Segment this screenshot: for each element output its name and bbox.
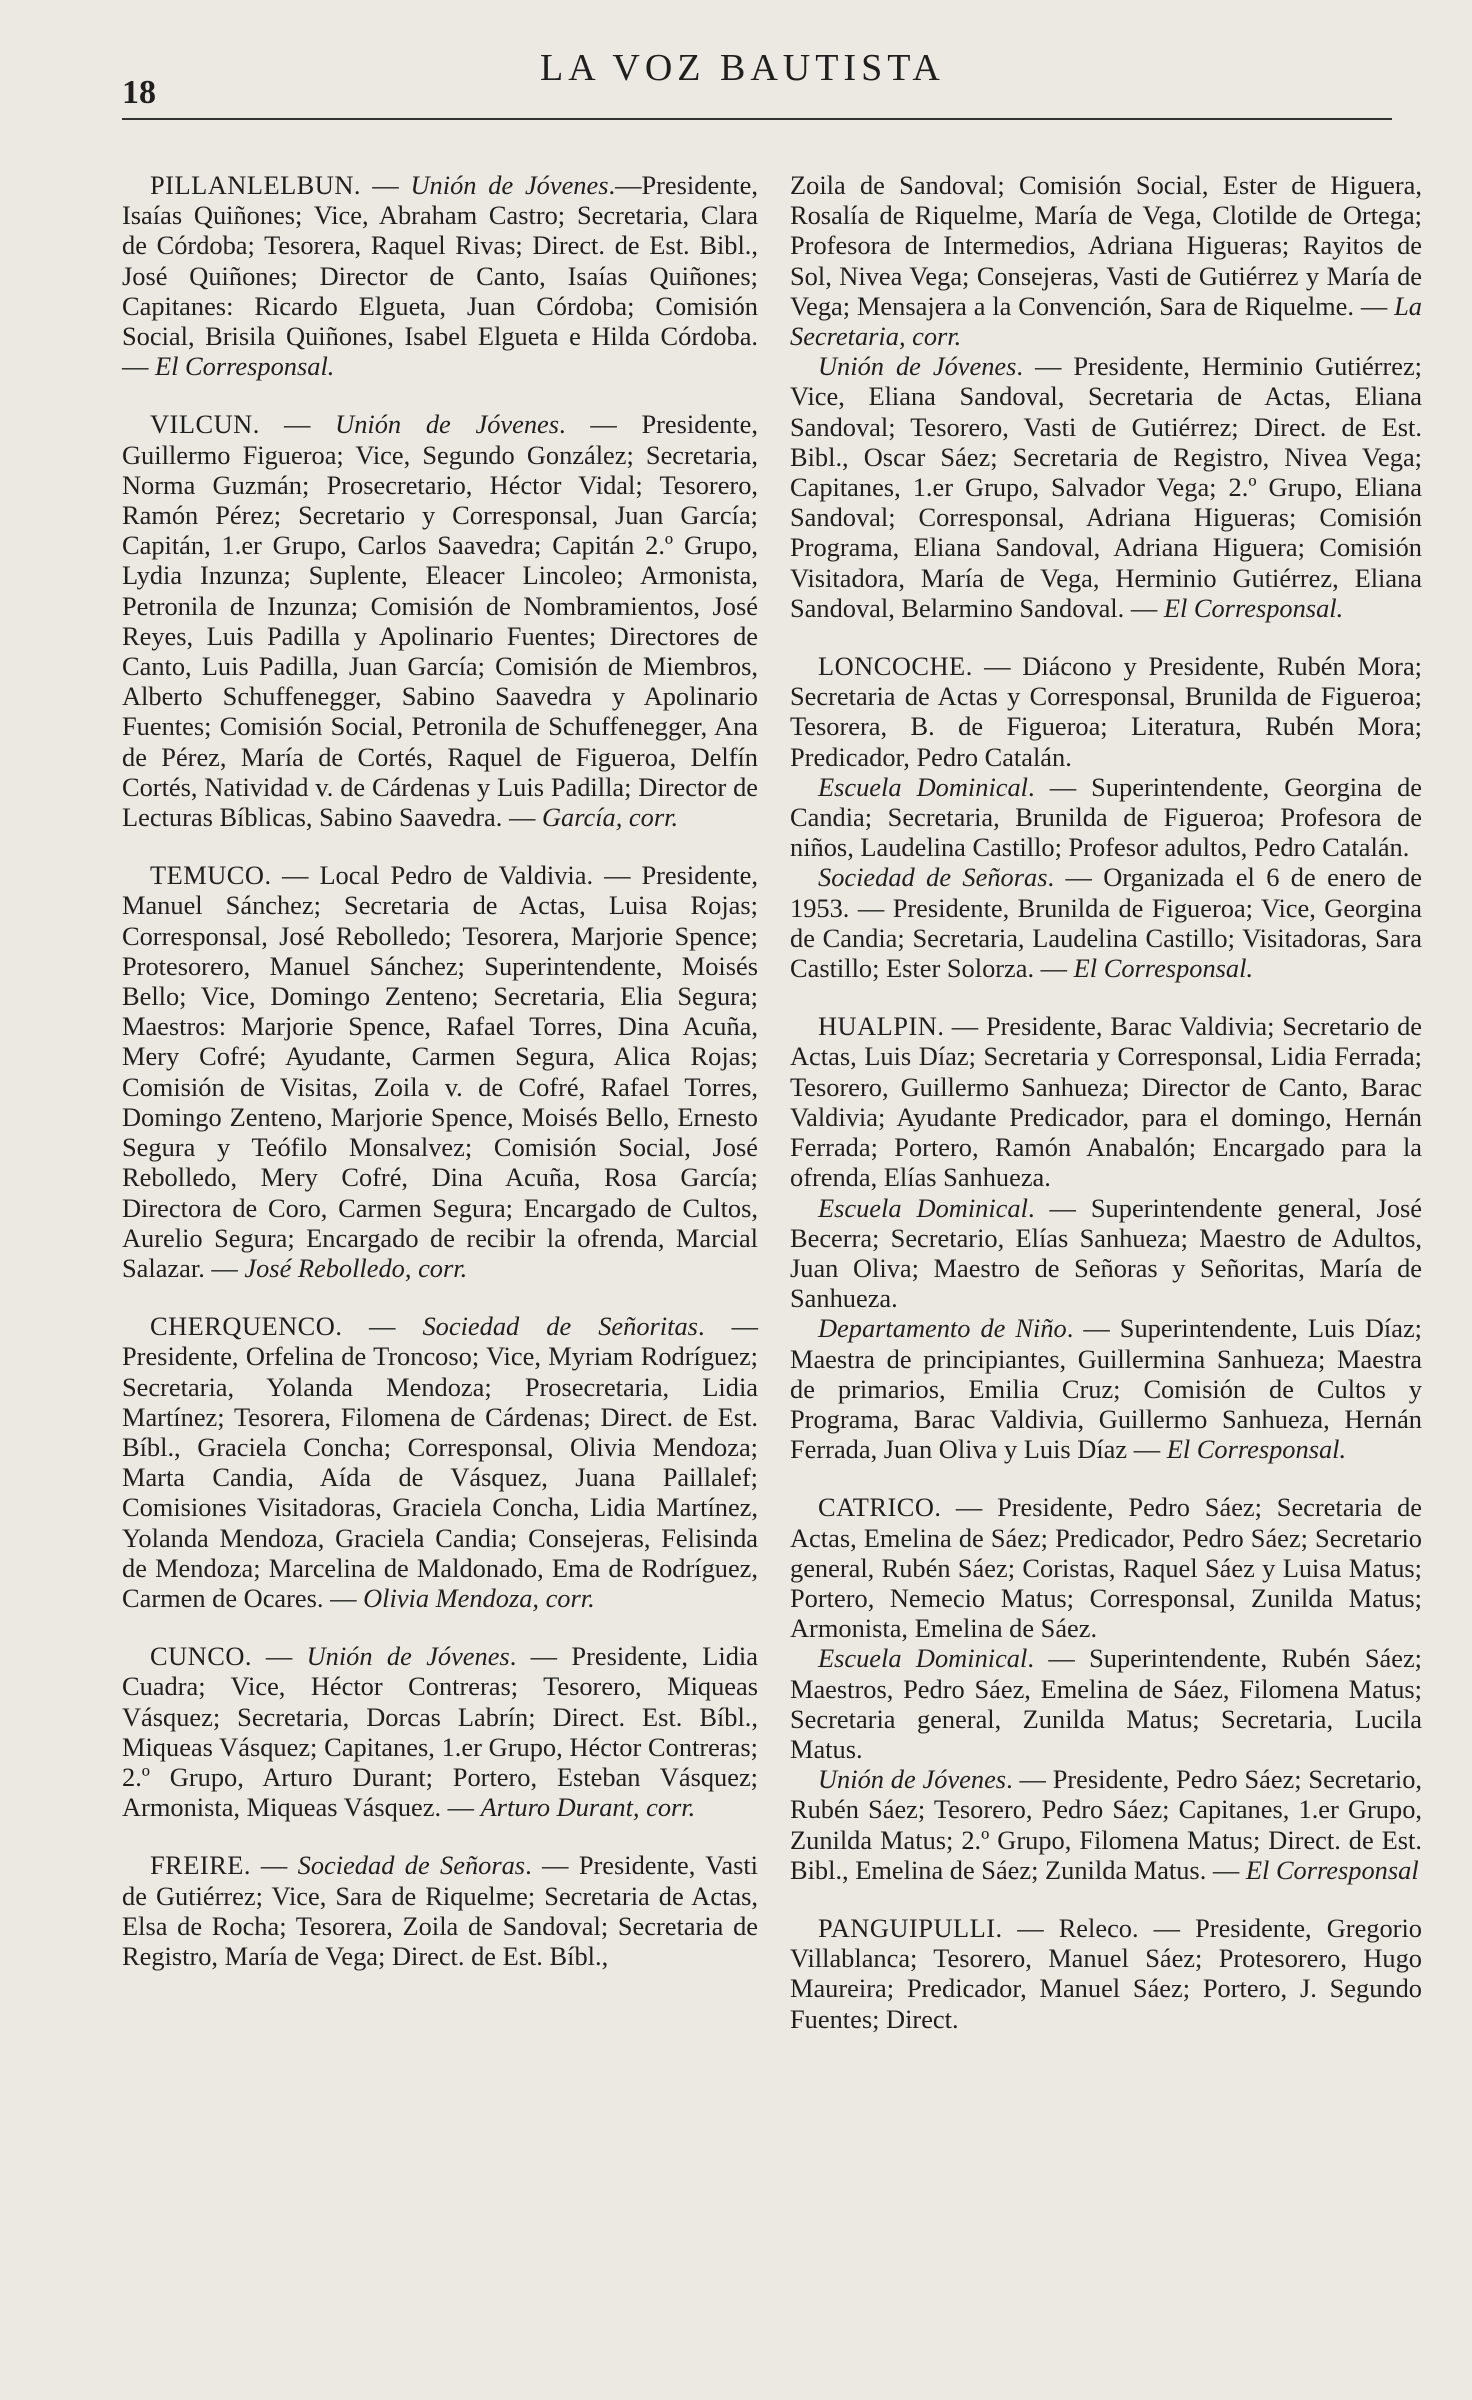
signature: El Corresponsal xyxy=(1245,1854,1419,1885)
signature: El Corresponsal. xyxy=(1166,1434,1347,1465)
paragraph: Escuela Dominical. — Superintendente, Georgina de Candia; Secretaria, Brunilda de Figueroa; Profesora de niños, Laudelina Castillo; Profesor adultos, Pedro Catalán. xyxy=(790,771,1422,863)
paragraph: PILLANLELBUN. — Unión de Jóvenes.—Presidente, Isaías Quiñones; Vice, Abraham Castro; Secretaria, Clara de Córdoba; Tesorera, Raquel Rivas; Direct. de Est. Bibl., José Quiñones; Director de Canto, Isaías Quiñones; Capitanes: Ricardo Elgueta, Juan Córdoba; Comisión Social, Brisila Quiñones, Isabel Elgueta e Hilda Córdoba. — El Corresponsal. xyxy=(122,170,758,382)
organization-name: Departamento de Niño xyxy=(818,1313,1067,1344)
report-text: Presidente, Guillermo Figueroa; Vice, Segundo González; Secretaria, Norma Guzmán; Prosecretario, Héctor Vidal; Tesorero, Ramón Pérez; Secretario y Corresponsal, Juan García; Capitán, 1.er Grupo, Carlos Saavedra; Capitán 2.º Grupo, Lydia Inzunza; Suplente, Eleacer Lincoleo; Armonista, Petronila de Inzunza; Comisión de Nombramientos, José Reyes, Luis Padilla y Apolinario Fuentes; Directores de Canto, Luis Padilla, Juan García; Comisión de Miembros, Alberto Schuffenegger, Sabino Saavedra y Apolinario Fuentes; Comisión Social, Petronila de Schuffenegger, Ana de Pérez, María de Cortés, Raquel de Figueroa, Delfín Cortés, Natividad v. de Cárdenas y Luis Padilla; Director de Lecturas Bíblicas, Sabino Saavedra. xyxy=(122,409,758,833)
paragraph: TEMUCO. — Local Pedro de Valdivia. — Presidente, Manuel Sánchez; Secretaria de Actas, Luisa Rojas; Corresponsal, José Rebolledo; Tesorera, Marjorie Spence; Protesorero, Manuel Sánchez; Superintendente, Moisés Bello; Vice, Domingo Zenteno; Secretaria, Elia Segura; Maestros: Marjorie Spence, Rafael Torres, Dina Acuña, Mery Cofré; Ayudante, Carmen Segura, Alica Rojas; Comisión de Visitas, Zoila v. de Cofré, Rafael Torres, Domingo Zenteno, Marjorie Spence, Moisés Bello, Ernesto Segura y Teófilo Monsalvez; Comisión Social, José Rebolledo, Mery Cofré, Dina Acuña, Rosa García; Directora de Coro, Carmen Segura; Encargado de Cultos, Aurelio Segura; Encargado de recibir la ofrenda, Marcial Salazar. — José Rebolledo, corr. xyxy=(122,860,758,1283)
paragraph: PANGUIPULLI. — Releco. — Presidente, Gregorio Villablanca; Tesorero, Manuel Sáez; Protesorero, Hugo Maureira; Predicador, Manuel Sáez; Portero, J. Segundo Fuentes; Direct. xyxy=(790,1912,1422,2034)
paragraph: FREIRE. — Sociedad de Señoras. — Presidente, Vasti de Gutiérrez; Vice, Sara de Riquelme; Secretaria de Actas, Elsa de Rocha; Tesorera, Zoila de Sandoval; Secretaria de Registro, María de Vega; Direct. de Est. Bíbl., xyxy=(122,1850,759,1971)
report-text: Superintendente, Rubén Sáez; Maestros, Pedro Sáez, Emelina de Sáez, Filomena Matus; Secretaria general, Zunilda Matus; Secretaria, Lucila Matus. xyxy=(790,1643,1422,1764)
place-name: TEMUCO xyxy=(150,860,265,891)
organization-name: Unión de Jóvenes xyxy=(818,351,1017,382)
organization-name: Sociedad de Señoras xyxy=(297,1850,526,1881)
place-name: PILLANLELBUN xyxy=(150,170,354,200)
publication-title: LA VOZ BAUTISTA xyxy=(540,47,945,89)
paragraph: Escuela Dominical. — Superintendente, Rubén Sáez; Maestros, Pedro Sáez, Emelina de Sáez, Filomena Matus; Secretaria general, Zunilda Matus; Secretaria, Lucila Matus. xyxy=(790,1643,1422,1764)
header-rule xyxy=(122,118,1392,120)
paragraph: CUNCO. — Unión de Jóvenes. — Presidente, Lidia Cuadra; Vice, Héctor Contreras; Tesorero, Miqueas Vásquez; Secretaria, Dorcas Labrín; Direct. Est. Bíbl., Miqueas Vásquez; Capitanes, 1.er Grupo, Héctor Contreras; 2.º Grupo, Arturo Durant; Portero, Esteban Vásquez; Armonista, Miqueas Vásquez. — Arturo Durant, corr. xyxy=(122,1641,758,1823)
report-cunco xyxy=(122,1641,758,1822)
report-loncoche xyxy=(790,651,1422,983)
report-text: Superintendente, Luis Díaz; Maestra de principiantes, Guillermina Sanhueza; Maestra de primarios, Emilia Cruz; Comisión de Cultos y Programa, Barac Valdivia, Guillermo Sanhueza, Hernán Ferrada, Juan Oliva y Luis Díaz xyxy=(790,1313,1422,1465)
signature: García, corr. xyxy=(541,802,679,833)
report-pillanlelbun xyxy=(122,170,758,381)
report-text: Superintendente general, José Becerra; Secretario, Elías Sanhueza; Maestro de Adultos, Juan Oliva; Maestro de Señoras y Señoritas, María de Sanhueza. xyxy=(790,1192,1422,1314)
report-freire-continued xyxy=(790,170,1422,623)
paragraph: Zoila de Sandoval; Comisión Social, Ester de Higuera, Rosalía de Riquelme, María de Vega, Clotilde de Ortega; Profesora de Intermedios, Adriana Higueras; Rayitos de Sol, Nivea Vega; Consejeras, Vasti de Gutiérrez y María de Vega; Mensajera a la Convención, Sara de Riquelme. — La Secretaria, corr. xyxy=(790,170,1422,352)
report-text: Releco. — Presidente, Gregorio Villablanca; Tesorero, Manuel Sáez; Protesorero, Hugo Maureira; Predicador, Manuel Sáez; Portero, J. Segundo Fuentes; Direct. xyxy=(790,1912,1422,2034)
report-text: Presidente, Herminio Gutiérrez; Vice, Eliana Sandoval, Secretaria de Actas, Eliana Sandoval; Tesorero, Vasti de Gutiérrez; Direct. de Est. Bibl., Oscar Sáez; Secretaria de Registro, Nivea Vega; Capitanes, 1.er Grupo, Salvador Vega; 2.º Grupo, Eliana Sandoval; Corresponsal, Adriana Higueras; Comisión Programa, Eliana Sandoval, Adriana Higuera; Comisión Visitadora, María de Vega, Herminio Gutiérrez, Eliana Sandoval, Belarmino Sandoval. xyxy=(790,351,1422,623)
paragraph: Departamento de Niño. — Superintendente, Luis Díaz; Maestra de principiantes, Guillermina Sanhueza; Maestra de primarios, Emilia Cruz; Comisión de Cultos y Programa, Barac Valdivia, Guillermo Sanhueza, Hernán Ferrada, Juan Oliva y Luis Díaz — El Corresponsal. xyxy=(790,1313,1422,1465)
organization-name: Unión de Jóvenes xyxy=(410,170,609,200)
signature: José Rebolledo, corr. xyxy=(244,1252,468,1283)
place-name: PANGUIPULLI xyxy=(818,1912,996,1943)
paragraph: Sociedad de Señoras. — Organizada el 6 de enero de 1953. — Presidente, Brunilda de Figueroa; Vice, Georgina de Candia; Secretaria, Laudelina Castillo; Visitadoras, Sara Castillo; Ester Solorza. — El Corresponsal. xyxy=(790,862,1423,984)
report-text: Zoila de Sandoval; Comisión Social, Ester de Higuera, Rosalía de Riquelme, María de Vega, Clotilde de Ortega; Profesora de Intermedios, Adriana Higueras; Rayitos de Sol, Nivea Vega; Consejeras, Vasti de Gutiérrez y María de Vega; Mensajera a la Convención, Sara de Riquelme. xyxy=(790,170,1422,321)
place-name: CATRICO xyxy=(818,1492,935,1523)
place-name: LONCOCHE xyxy=(818,651,966,682)
signature: Olivia Mendoza, corr. xyxy=(363,1582,595,1613)
paragraph: HUALPIN. — Presidente, Barac Valdivia; Secretario de Actas, Luis Díaz; Secretaria y Corresponsal, Lidia Ferrada; Tesorero, Guillermo Sanhueza; Director de Canto, Barac Valdivia; Ayudante Predicador, para el domingo, Hernán Ferrada; Portero, Ramón Anabalón; Encargado para la ofrenda, Elías Sanhueza. xyxy=(790,1011,1422,1193)
report-text: Organizada el 6 de enero de 1953. — Presidente, Brunilda de Figueroa; Vice, Georgina de Candia; Secretaria, Laudelina Castillo; Visitadoras, Sara Castillo; Ester Solorza. xyxy=(790,862,1423,984)
paragraph: LONCOCHE. — Diácono y Presidente, Rubén Mora; Secretaria de Actas y Corresponsal, Brunilda de Figueroa; Tesorera, B. de Figueroa; Literatura, Rubén Mora; Predicador, Pedro Catalán. xyxy=(790,651,1422,772)
report-panguipulli xyxy=(790,1913,1422,2034)
paragraph: CATRICO. — Presidente, Pedro Sáez; Secretaria de Actas, Emelina de Sáez; Predicador, Pedro Sáez; Secretario general, Rubén Sáez; Coristas, Raquel Sáez y Luisa Matus; Portero, Nemecio Matus; Corresponsal, Zunilda Matus; Armonista, Emelina de Sáez. xyxy=(790,1492,1422,1644)
organization-name: Unión de Jóvenes xyxy=(335,409,560,440)
organization-name: Escuela Dominical xyxy=(818,1643,1028,1674)
organization-name: Escuela Dominical xyxy=(818,771,1029,802)
report-text: Diácono y Presidente, Rubén Mora; Secretaria de Actas y Corresponsal, Brunilda de Figueroa; Tesorera, B. de Figueroa; Literatura, Rubén Mora; Predicador, Pedro Catalán. xyxy=(790,651,1422,772)
signature: El Corresponsal. xyxy=(1073,953,1254,984)
report-text: Presidente, Barac Valdivia; Secretario de Actas, Luis Díaz; Secretaria y Corresponsal, Lidia Ferrada; Tesorero, Guillermo Sanhueza; Director de Canto, Barac Valdivia; Ayudante Predicador, para el domingo, Hernán Ferrada; Portero, Ramón Anabalón; Encargado para la ofrenda, Elías Sanhueza. xyxy=(790,1011,1422,1193)
signature: Arturo Durant, corr. xyxy=(480,1792,696,1823)
signature: El Corresponsal. xyxy=(155,351,335,382)
paragraph: Escuela Dominical. — Superintendente general, José Becerra; Secretario, Elías Sanhueza; Maestro de Adultos, Juan Oliva; Maestro de Señoras y Señoritas, María de Sanhueza. xyxy=(790,1192,1422,1314)
report-cherquenco xyxy=(122,1311,758,1613)
place-name: VILCUN xyxy=(150,409,253,440)
page-number: 18 xyxy=(122,74,156,111)
organization-name: Unión de Jóvenes xyxy=(818,1764,1007,1795)
report-hualpin xyxy=(790,1011,1422,1464)
signature: El Corresponsal. xyxy=(1163,592,1344,623)
report-temuco xyxy=(122,860,758,1283)
place-name: FREIRE xyxy=(150,1850,244,1881)
signature: La Secretaria, corr. xyxy=(790,290,1422,352)
left-column xyxy=(122,170,758,1999)
organization-name: Sociedad de Señoras xyxy=(818,862,1048,893)
place-name: CHERQUENCO xyxy=(150,1311,336,1342)
report-freire xyxy=(122,1850,758,1971)
right-column xyxy=(790,170,1422,2062)
report-text: Presidente, Pedro Sáez; Secretario, Rubén Sáez; Tesorero, Pedro Sáez; Capitanes, 1.er Grupo, Zunilda Matus; 2.º Grupo, Filomena Matus; Direct. de Est. Bibl., Emelina de Sáez; Zunilda Matus. xyxy=(790,1764,1422,1885)
organization-name: Escuela Dominical xyxy=(818,1192,1028,1223)
report-text: Presidente, Pedro Sáez; Secretaria de Actas, Emelina de Sáez; Predicador, Pedro Sáez; Secretario general, Rubén Sáez; Coristas, Raquel Sáez y Luisa Matus; Portero, Nemecio Matus; Corresponsal, Zunilda Matus; Armonista, Emelina de Sáez. xyxy=(790,1492,1422,1644)
place-name: CUNCO xyxy=(150,1641,245,1672)
report-text: Presidente, Lidia Cuadra; Vice, Héctor Contreras; Tesorero, Miqueas Vásquez; Secretaria, Dorcas Labrín; Direct. Est. Bíbl., Miqueas Vásquez; Capitanes, 1.er Grupo, Héctor Contreras; 2.º Grupo, Arturo Durant; Portero, Esteban Vásquez; Armonista, Miqueas Vásquez. xyxy=(122,1641,758,1823)
paragraph: VILCUN. — Unión de Jóvenes. — Presidente, Guillermo Figueroa; Vice, Segundo González; Secretaria, Norma Guzmán; Prosecretario, Héctor Vidal; Tesorero, Ramón Pérez; Secretario y Corresponsal, Juan García; Capitán, 1.er Grupo, Carlos Saavedra; Capitán 2.º Grupo, Lydia Inzunza; Suplente, Eleacer Lincoleo; Armonista, Petronila de Inzunza; Comisión de Nombramientos, José Reyes, Luis Padilla y Apolinario Fuentes; Directores de Canto, Luis Padilla, Juan García; Comisión de Miembros, Alberto Schuffenegger, Sabino Saavedra y Apolinario Fuentes; Comisión Social, Petronila de Schuffenegger, Ana de Pérez, María de Cortés, Raquel de Figueroa, Delfín Cortés, Natividad v. de Cárdenas y Luis Padilla; Director de Lecturas Bíblicas, Sabino Saavedra. — García, corr. xyxy=(122,409,758,833)
report-text: Presidente, Vasti de Gutiérrez; Vice, Sara de Riquelme; Secretaria de Actas, Elsa de Rocha; Tesorera, Zoila de Sandoval; Secretaria de Registro, María de Vega; Direct. de Est. Bíbl., xyxy=(122,1850,759,1971)
report-text: Superintendente, Georgina de Candia; Secretaria, Brunilda de Figueroa; Profesora de niños, Laudelina Castillo; Profesor adultos, Pedro Catalán. xyxy=(790,771,1422,863)
report-catrico xyxy=(790,1492,1422,1885)
paragraph: CHERQUENCO. — Sociedad de Señoritas. — Presidente, Orfelina de Troncoso; Vice, Myriam Rodríguez; Secretaria, Yolanda Mendoza; Prosecretaria, Lidia Martínez; Tesorera, Filomena de Cárdenas; Direct. de Est. Bíbl., Graciela Concha; Corresponsal, Olivia Mendoza; Marta Candia, Aída de Vásquez, Juana Paillalef; Comisiones Visitadoras, Graciela Concha, Lidia Martínez, Yolanda Mendoza, Graciela Candia; Consejeras, Felisinda de Mendoza; Marcelina de Maldonado, Ema de Rodríguez, Carmen de Ocares. — Olivia Mendoza, corr. xyxy=(122,1311,759,1613)
report-text: Presidente, Orfelina de Troncoso; Vice, Myriam Rodríguez; Secretaria, Yolanda Mendoza; Prosecretaria, Lidia Martínez; Tesorera, Filomena de Cárdenas; Direct. de Est. Bíbl., Graciela Concha; Corresponsal, Olivia Mendoza; Marta Candia, Aída de Vásquez, Juana Paillalef; Comisiones Visitadoras, Graciela Concha, Lidia Martínez, Yolanda Mendoza, Graciela Candia; Consejeras, Felisinda de Mendoza; Marcelina de Maldonado, Ema de Rodríguez, Carmen de Ocares. xyxy=(122,1341,758,1613)
organization-name: Unión de Jóvenes xyxy=(306,1641,510,1672)
report-text: Presidente, Isaías Quiñones; Vice, Abraham Castro; Secretaria, Clara de Córdoba; Tesorera, Raquel Rivas; Direct. de Est. Bibl., José Quiñones; Director de Canto, Isaías Quiñones; Capitanes: Ricardo Elgueta, Juan Córdoba; Comisión Social, Brisila Quiñones, Isabel Elgueta e Hilda Córdoba. xyxy=(122,170,758,352)
paragraph: Unión de Jóvenes. — Presidente, Herminio Gutiérrez; Vice, Eliana Sandoval, Secretaria de Actas, Eliana Sandoval; Tesorero, Vasti de Gutiérrez; Direct. de Est. Bibl., Oscar Sáez; Secretaria de Registro, Nivea Vega; Capitanes, 1.er Grupo, Salvador Vega; 2.º Grupo, Eliana Sandoval; Corresponsal, Adriana Higueras; Comisión Programa, Eliana Sandoval, Adriana Higuera; Comisión Visitadora, María de Vega, Herminio Gutiérrez, Eliana Sandoval, Belarmino Sandoval. — El Corresponsal. xyxy=(790,351,1422,623)
place-name: HUALPIN xyxy=(818,1011,938,1042)
report-vilcun xyxy=(122,409,758,832)
paragraph: Unión de Jóvenes. — Presidente, Pedro Sáez; Secretario, Rubén Sáez; Tesorero, Pedro Sáez; Capitanes, 1.er Grupo, Zunilda Matus; 2.º Grupo, Filomena Matus; Direct. de Est. Bibl., Emelina de Sáez; Zunilda Matus. — El Corresponsal xyxy=(790,1764,1422,1885)
report-text: Local Pedro de Valdivia. — Presidente, Manuel Sánchez; Secretaria de Actas, Luisa Rojas; Corresponsal, José Rebolledo; Tesorera, Marjorie Spence; Protesorero, Manuel Sánchez; Superintendente, Moisés Bello; Vice, Domingo Zenteno; Secretaria, Elia Segura; Maestros: Marjorie Spence, Rafael Torres, Dina Acuña, Mery Cofré; Ayudante, Carmen Segura, Alica Rojas; Comisión de Visitas, Zoila v. de Cofré, Rafael Torres, Domingo Zenteno, Marjorie Spence, Moisés Bello, Ernesto Segura y Teófilo Monsalvez; Comisión Social, José Rebolledo, Mery Cofré, Dina Acuña, Rosa García; Directora de Coro, Carmen Segura; Encargado de Cultos, Aurelio Segura; Encargado de recibir la ofrenda, Marcial Salazar. xyxy=(122,860,758,1283)
organization-name: Sociedad de Señoritas xyxy=(422,1311,698,1342)
